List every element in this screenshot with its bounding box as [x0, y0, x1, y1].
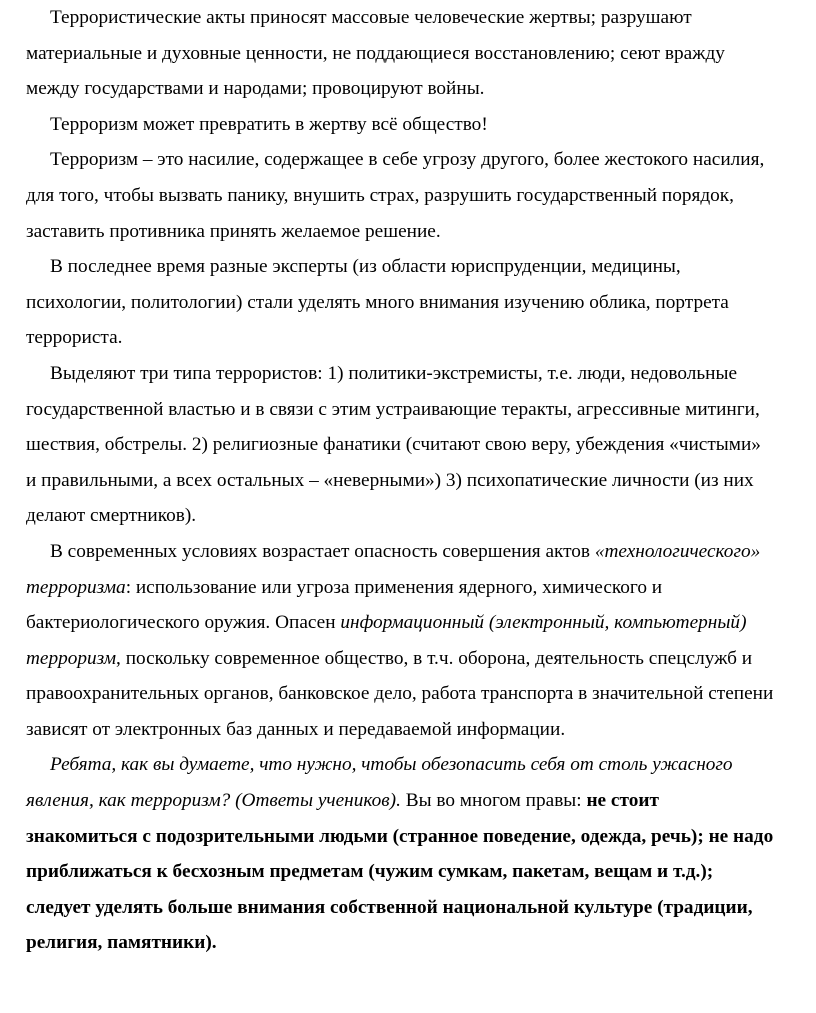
paragraph-modern-threats	[2, 534, 814, 748]
text-line	[2, 641, 814, 677]
paragraph-safety-advice	[2, 747, 814, 961]
italic-term: «технологического»	[594, 540, 761, 562]
paragraph-definition	[2, 142, 814, 249]
text-line: и правильными, а всех остальных – «неверными») 3) психопатические личности (из них	[26, 469, 754, 491]
text-line: между государствами и народами; провоцируют войны.	[26, 78, 485, 100]
text-line: материальные и духовные ценности, не поддающиеся восстановлению; сеют вражду	[26, 42, 725, 64]
text-line	[2, 605, 814, 641]
text-line: заставить противника принять желаемое решение.	[26, 220, 441, 242]
bold-advice-line: религия, памятники).	[26, 932, 217, 954]
text-line: В последнее время разные эксперты (из области юриспруденции, медицины,	[50, 256, 681, 278]
italic-term: терроризм	[26, 647, 117, 669]
text-line: для того, чтобы вызвать панику, внушить страх, разрушить государственный порядок,	[26, 184, 734, 206]
text-line: психологии, политологии) стали уделять много внимания изучению облика, портрета	[26, 291, 729, 313]
text-run: Вы во многом правы:	[400, 790, 587, 812]
text-run: , поскольку современное общество, в т.ч. оборона, деятельность спецслужб и	[116, 647, 753, 669]
italic-question: явления, как терроризм? (Ответы учеников).	[26, 790, 401, 812]
text-run: : использование или угроза применения ядерного, химического и	[125, 576, 663, 598]
bold-advice-line: приближаться к бесхозным предметам (чужим сумкам, пакетам, вещам и т.д.);	[26, 861, 714, 883]
italic-term: терроризма	[26, 576, 126, 598]
text-line	[2, 570, 814, 606]
text-line: террориста.	[26, 327, 123, 349]
text-line	[2, 534, 814, 570]
text-line	[2, 783, 814, 819]
text-line: Терроризм может превратить в жертву всё общество!	[50, 113, 488, 135]
text-line: делают смертников).	[26, 505, 197, 527]
paragraph-consequences	[2, 0, 814, 107]
italic-term: информационный (электронный, компьютерный)	[340, 612, 747, 634]
bold-advice-line: знакомиться с подозрительными людьми (странное поведение, одежда, речь); не надо	[26, 825, 774, 847]
text-run: бактериологического оружия. Опасен	[26, 612, 341, 634]
text-line: правоохранительных органов, банковское дело, работа транспорта в значительной степени	[26, 683, 774, 705]
text-line: Террористические акты приносят массовые человеческие жертвы; разрушают	[50, 7, 692, 28]
text-line: зависят от электронных баз данных и передаваемой информации.	[26, 718, 566, 740]
paragraph-experts	[2, 249, 814, 356]
text-line: Ребята, как вы думаете, что нужно, чтобы обезопасить себя от столь ужасного	[50, 754, 733, 776]
bold-advice-line: следует уделять больше внимания собственной национальной культуре (традиции,	[26, 896, 753, 918]
paragraph-types	[2, 356, 814, 534]
document-page	[2, 0, 814, 961]
text-run: В современных условиях возрастает опасность совершения актов	[50, 540, 595, 562]
bold-advice: не стоит	[586, 790, 659, 812]
text-line: государственной властью и в связи с этим устраивающие теракты, агрессивные митинги,	[26, 398, 760, 420]
paragraph-society-victim	[2, 107, 814, 143]
text-line: шествия, обстрелы. 2) религиозные фанатики (считают свою веру, убеждения «чистыми»	[26, 434, 761, 456]
text-line: Выделяют три типа террористов: 1) политики-экстремисты, т.е. люди, недовольные	[50, 362, 738, 384]
text-line: Терроризм – это насилие, содержащее в себе угрозу другого, более жестокого насилия,	[50, 149, 765, 171]
